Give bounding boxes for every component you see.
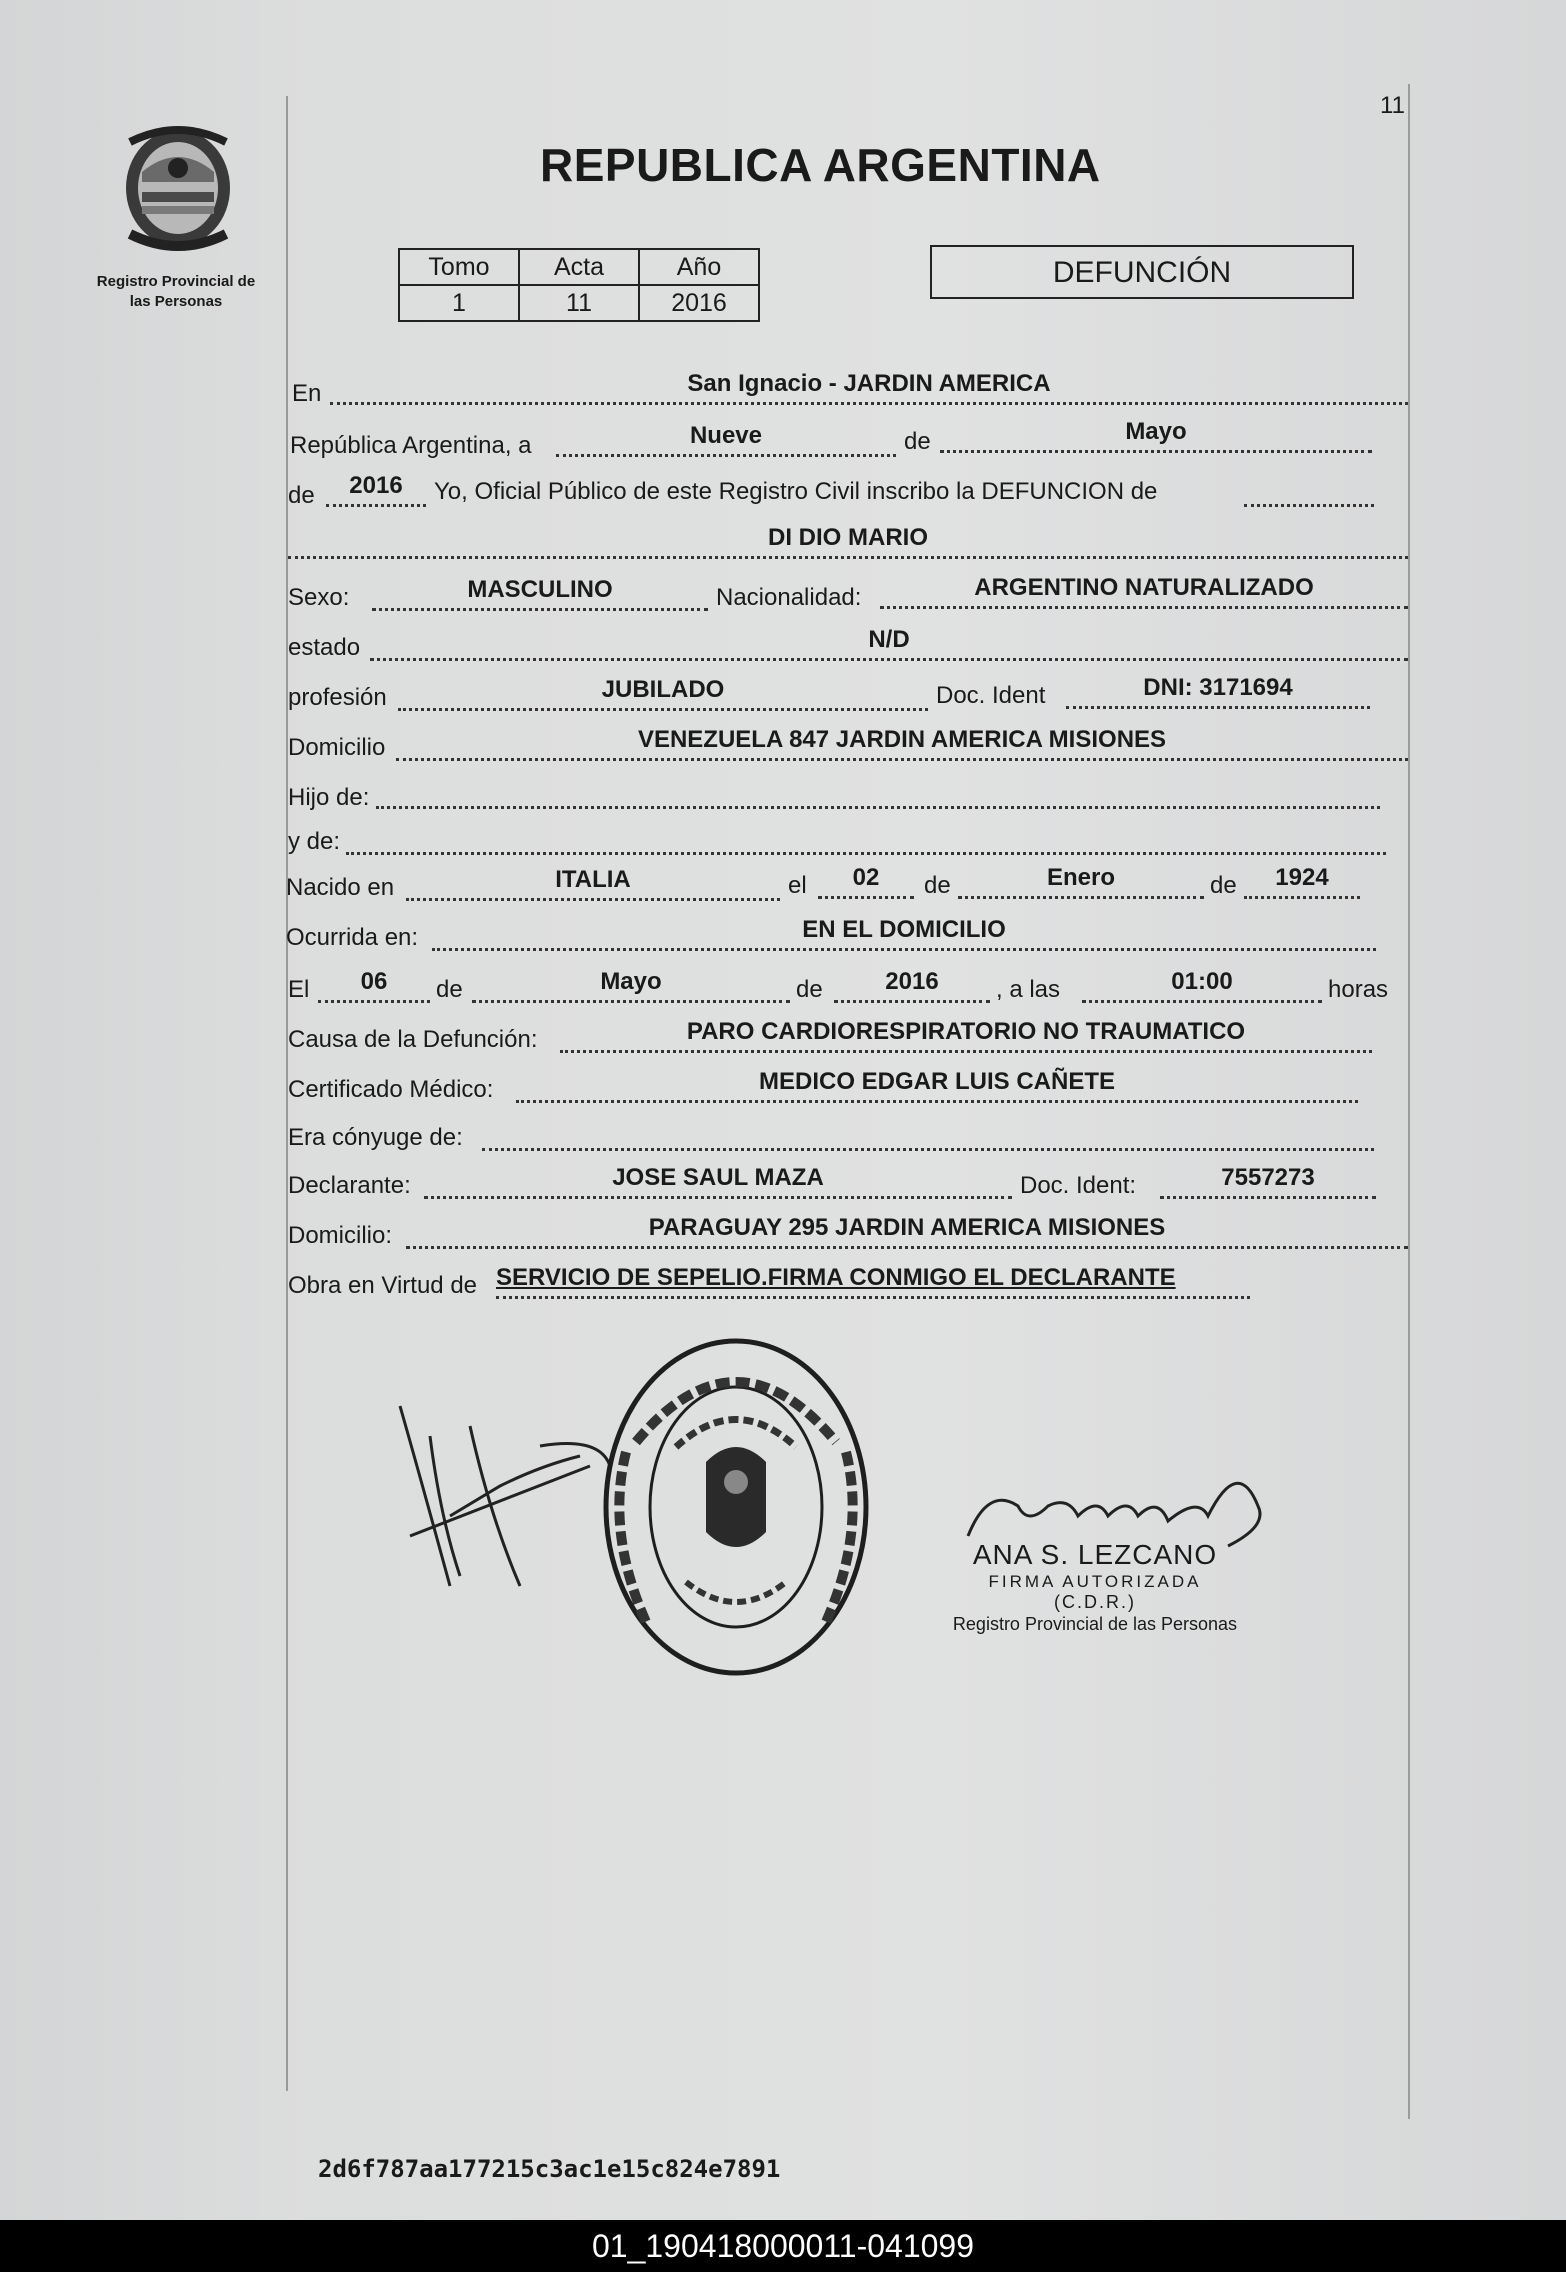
registry-label-line-2: las Personas <box>129 293 223 310</box>
sexo-field: MASCULINO <box>372 578 708 611</box>
registry-label-line-1: Registro Provincial de <box>96 273 256 290</box>
nac-year-field: 1924 <box>1244 866 1360 899</box>
doc-field: DNI: 3171694 <box>1066 676 1370 709</box>
de-label-5: de <box>436 976 463 1003</box>
header-tomo: Tomo <box>399 249 519 285</box>
day-word-field: Nueve <box>556 424 896 457</box>
decl-dom-label: Domicilio: <box>288 1222 393 1249</box>
ocurrida-label: Ocurrida en: <box>286 924 419 951</box>
nac-month-field: Enero <box>958 866 1204 899</box>
declarante-field: JOSE SAUL MAZA <box>424 1166 1012 1199</box>
death-day-field: 06 <box>318 970 430 1003</box>
de-label-3: de <box>924 872 951 899</box>
de-label-4: de <box>1210 872 1237 899</box>
statement-text: Yo, Oficial Público de este Registro Civil inscribo la DEFUNCION de <box>434 478 1158 505</box>
authority-block <box>930 1538 1260 1635</box>
hijo-field <box>376 776 1380 809</box>
document-title: REPUBLICA ARGENTINA <box>540 139 1101 191</box>
doc-label: Doc. Ident <box>936 682 1046 709</box>
causa-label: Causa de la Defunción: <box>288 1026 538 1053</box>
record-type-box: DEFUNCIÓN <box>930 245 1354 299</box>
hijo-label: Hijo de: <box>288 784 370 811</box>
ocurrida-field: EN EL DOMICILIO <box>432 918 1376 951</box>
page-number: 11 <box>1380 92 1405 119</box>
cert-field: MEDICO EDGAR LUIS CAÑETE <box>516 1070 1358 1103</box>
yde-label: y de: <box>288 828 341 855</box>
de-label-6: de <box>796 976 823 1003</box>
obra-field: SERVICIO DE SEPELIO.FIRMA CONMIGO EL DECLARANTE <box>496 1266 1250 1299</box>
nacionalidad-label: Nacionalidad: <box>716 584 862 611</box>
coat-of-arms-icon <box>112 112 244 262</box>
record-table <box>398 248 760 322</box>
declarant-signature <box>390 1396 630 1596</box>
conyuge-field <box>482 1118 1374 1151</box>
nacido-label: Nacido en <box>286 874 395 901</box>
el-label-2: El <box>288 976 310 1003</box>
authority-role: FIRMA AUTORIZADA <box>988 1571 1202 1591</box>
statement-blank <box>1244 474 1374 507</box>
file-caption: 01_190418000011-041099 <box>0 2220 1566 2272</box>
sexo-label: Sexo: <box>288 584 350 611</box>
death-time-field: 01:00 <box>1082 970 1322 1003</box>
estado-field: N/D <box>370 628 1408 661</box>
profesion-label: profesión <box>288 684 387 711</box>
death-month-field: Mayo <box>472 970 790 1003</box>
decl-doc-field: 7557273 <box>1160 1166 1376 1199</box>
document-hash: 2d6f787aa177215c3ac1e15c824e7891 <box>318 2155 781 2183</box>
month-word-field: Mayo <box>940 420 1372 453</box>
estado-label: estado <box>288 634 361 661</box>
obra-label: Obra en Virtud de <box>288 1272 478 1299</box>
right-margin-line <box>1408 84 1410 2119</box>
domicilio-label: Domicilio <box>288 734 386 761</box>
header-acta: Acta <box>519 249 639 285</box>
profesion-field: JUBILADO <box>398 678 928 711</box>
de-label-2: de <box>288 482 315 509</box>
en-label: En <box>292 380 322 407</box>
header-anio: Año <box>639 249 759 285</box>
nacionalidad-field: ARGENTINO NATURALIZADO <box>880 576 1408 609</box>
decl-doc-label: Doc. Ident: <box>1020 1172 1137 1199</box>
horas-label: horas <box>1328 976 1389 1003</box>
de-label-1: de <box>904 428 931 455</box>
declarante-label: Declarante: <box>288 1172 411 1199</box>
deceased-name-field: DI DIO MARIO <box>288 526 1408 559</box>
death-year-field: 2016 <box>834 970 990 1003</box>
nac-day-field: 02 <box>818 866 914 899</box>
value-tomo: 1 <box>399 285 519 321</box>
value-acta: 11 <box>519 285 639 321</box>
authority-name: ANA S. LEZCANO <box>972 1539 1218 1570</box>
nacido-field: ITALIA <box>406 868 780 901</box>
authority-office: Registro Provincial de las Personas <box>952 1613 1238 1634</box>
alas-label: , a las <box>996 976 1061 1003</box>
official-seal-icon <box>596 1332 876 1682</box>
domicilio-field: VENEZUELA 847 JARDIN AMERICA MISIONES <box>396 728 1408 761</box>
rep-label: República Argentina, a <box>290 432 532 459</box>
decl-dom-field: PARAGUAY 295 JARDIN AMERICA MISIONES <box>406 1216 1408 1249</box>
registry-label <box>80 272 272 312</box>
authority-code: (C.D.R.) <box>1054 1591 1136 1612</box>
value-anio: 2016 <box>639 285 759 321</box>
yde-field <box>346 822 1386 855</box>
conyuge-label: Era cónyuge de: <box>288 1124 463 1151</box>
el-label: el <box>788 872 807 899</box>
place-field: San Ignacio - JARDIN AMERICA <box>330 372 1408 405</box>
causa-field: PARO CARDIORESPIRATORIO NO TRAUMATICO <box>560 1020 1372 1053</box>
cert-label: Certificado Médico: <box>288 1076 494 1103</box>
year-field: 2016 <box>326 474 426 507</box>
